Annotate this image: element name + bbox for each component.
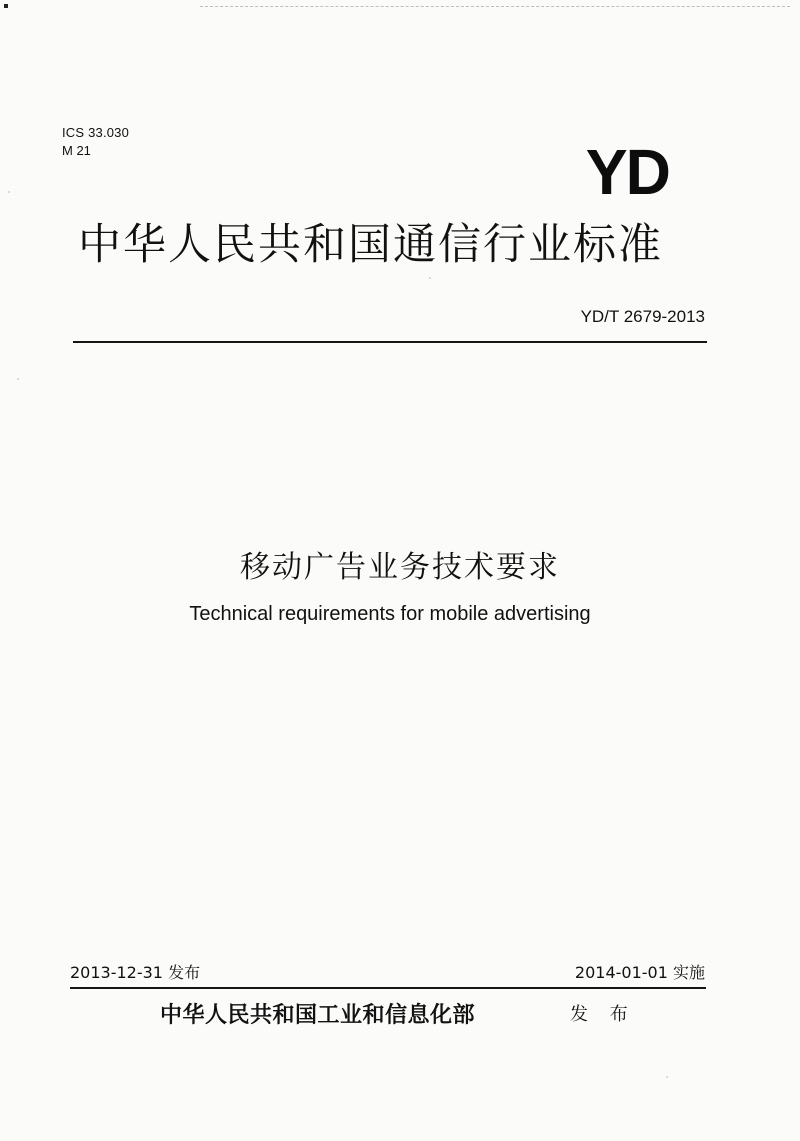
publisher-suffix: 发 布 [570,1004,636,1025]
document-title-chinese: 移动广告业务技术要求 [240,550,560,585]
bottom-divider [70,987,706,989]
implementation-date: 2014-01-01 实施 [574,963,705,982]
scan-dot [8,191,10,193]
top-divider [73,341,707,343]
scan-top-line [200,6,790,7]
issue-date: 2013-12-31 发布 [70,963,201,982]
publisher-name: 中华人民共和国工业和信息化部 [160,1002,476,1028]
standard-number: YD/T 2679-2013 [580,307,705,326]
scan-dot [429,277,431,279]
scan-mark [4,4,8,8]
scan-dot [666,1076,668,1078]
ics-code: ICS 33.030 [62,125,130,140]
document-title-english: Technical requirements for mobile advertising [189,603,591,625]
scan-dot [17,378,19,380]
yd-logo: YD [585,136,669,208]
standard-category-title: 中华人民共和国通信行业标准 [78,220,663,270]
classification-code: M 21 [62,143,91,158]
